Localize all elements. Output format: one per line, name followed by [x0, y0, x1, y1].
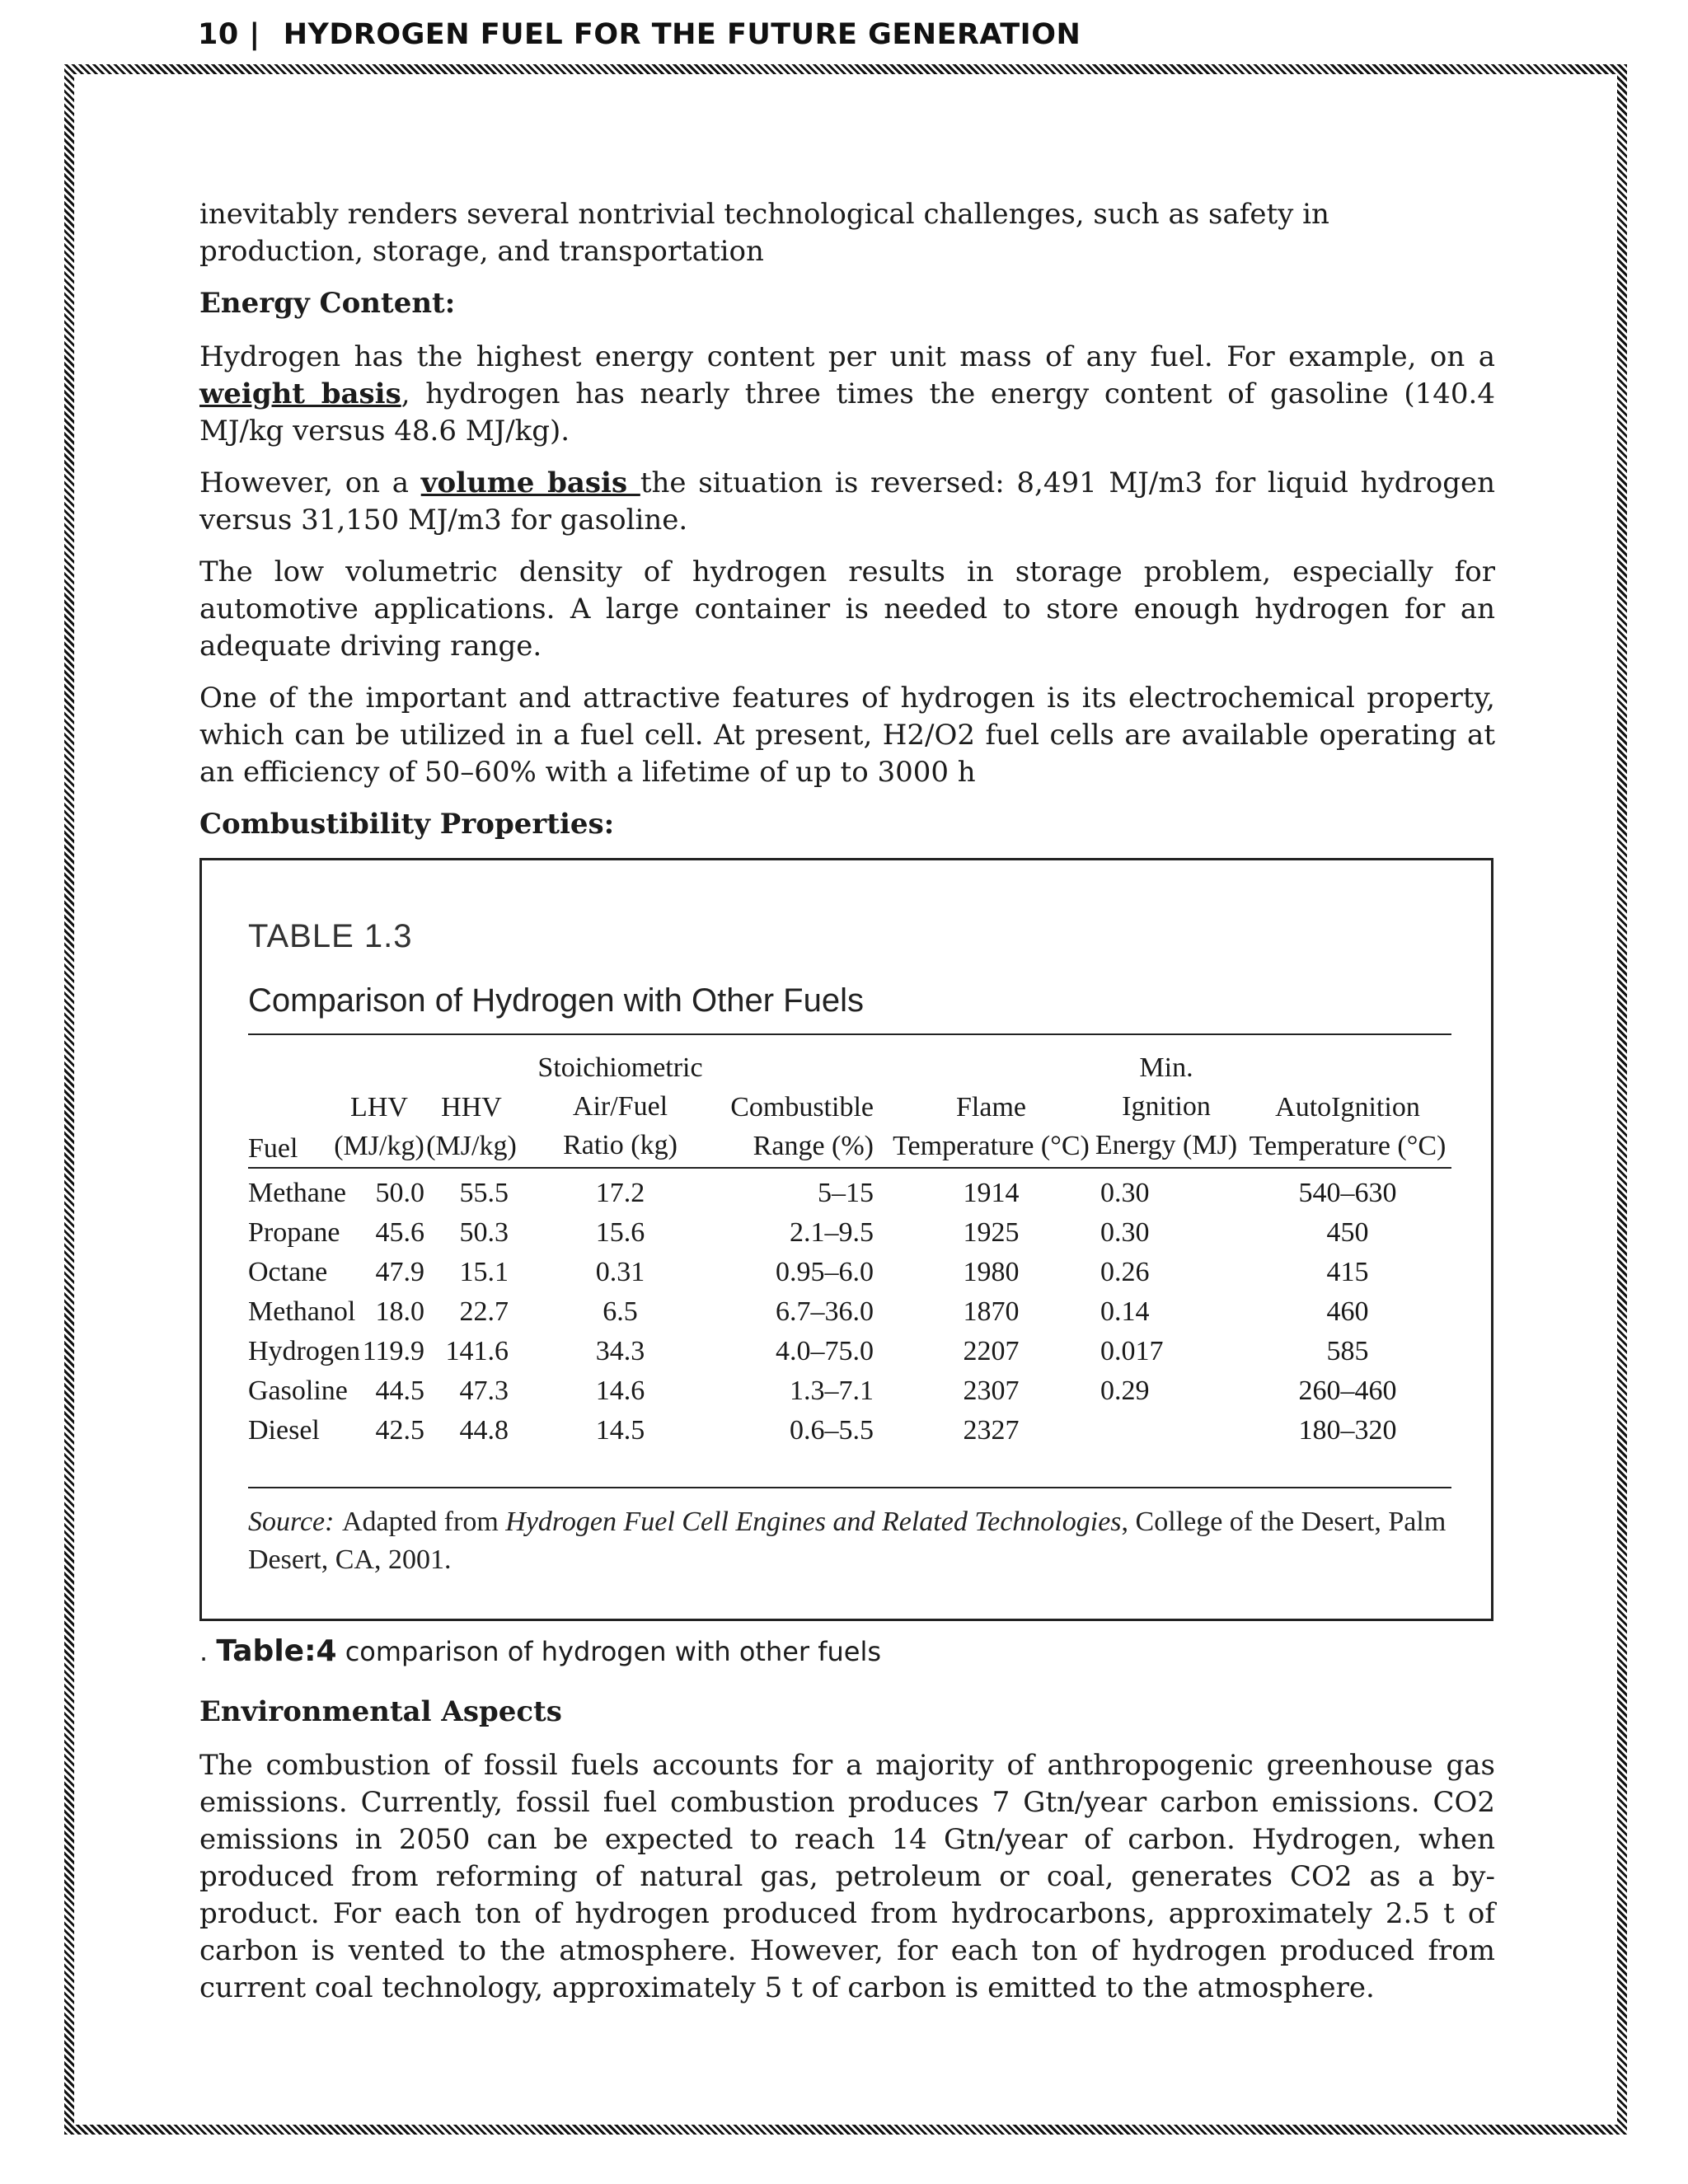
header-lhv: LHV (MJ/kg): [334, 1092, 424, 1161]
cell-autoignition: 540–630: [1298, 1178, 1397, 1208]
cell-range: 2.1–9.5: [790, 1217, 874, 1248]
cell-ignition: 0.017: [1100, 1336, 1164, 1366]
cell-hhv: 50.3: [459, 1217, 509, 1248]
cell-lhv: 47.9: [375, 1257, 424, 1287]
cell-hhv: 47.3: [459, 1376, 509, 1406]
header-min-ignition-energy: Min. Ignition Energy (MJ): [1095, 1052, 1238, 1160]
cell-lhv: 45.6: [375, 1217, 424, 1248]
book-title: HYDROGEN FUEL FOR THE FUTURE GENERATION: [283, 18, 1081, 51]
cell-range: 0.95–6.0: [776, 1257, 874, 1287]
energy-paragraph-2: However, on a volume basis the situation is reversed: 8,491 MJ/m3 for liquid hydrogen versus 31,150 MJ/m3 for gasoline.: [199, 466, 1496, 537]
cell-ignition: 0.26: [1100, 1257, 1150, 1287]
cell-stoich: 0.31: [595, 1257, 645, 1287]
energy-paragraph-4: One of the important and attractive features of hydrogen is its electrochemical property, which can be utilized in a fuel cell. At present, H2/O2 fuel cells are available operating at an efficiency of 50–60% with a lifetime of up to 3000 h: [199, 682, 1495, 789]
header-flame-temperature: Flame Temperature (°C): [893, 1092, 1090, 1161]
cell-fuel: Diesel: [248, 1415, 320, 1446]
page-content: [199, 196, 1495, 2022]
cell-fuel: Octane: [248, 1257, 328, 1287]
table-bottom-rule: [248, 1487, 1451, 1488]
cell-flame: 2327: [963, 1415, 1020, 1446]
cell-fuel: Hydrogen: [248, 1336, 360, 1366]
table-caption: . Table:4 comparison of hydrogen with other fuels: [199, 1634, 882, 1668]
header-stoichiometric: Stoichiometric Air/Fuel Ratio (kg): [537, 1052, 703, 1160]
cell-flame: 1914: [963, 1178, 1020, 1208]
volume-basis-link[interactable]: volume basis: [420, 466, 640, 499]
cell-stoich: 17.2: [595, 1178, 645, 1208]
energy-paragraph-1: Hydrogen has the highest energy content per unit mass of any fuel. For example, on a weight basis, hydrogen has nearly three times the energy content of gasoline (140.4 MJ/kg versus 48.6 MJ/kg).: [199, 340, 1495, 448]
fuel-comparison-table: [199, 858, 1493, 1621]
page-header: [198, 18, 1081, 61]
cell-autoignition: 415: [1326, 1257, 1369, 1287]
cell-hhv: 44.8: [459, 1415, 509, 1446]
cell-fuel: Methane: [248, 1178, 346, 1208]
source-label: Source:: [248, 1507, 335, 1537]
header-autoignition-temperature: AutoIgnition Temperature (°C): [1249, 1092, 1447, 1161]
combustibility-heading: Combustibility Properties:: [199, 808, 615, 841]
cell-stoich: 34.3: [595, 1336, 645, 1366]
table-top-rule: [248, 1033, 1451, 1035]
cell-range: 6.7–36.0: [776, 1296, 874, 1327]
page-number: 10 |: [198, 18, 260, 51]
header-hhv: HHV (MJ/kg): [426, 1092, 517, 1161]
cell-lhv: 44.5: [375, 1376, 424, 1406]
cell-hhv: 141.6: [445, 1336, 509, 1366]
cell-stoich: 14.5: [595, 1415, 645, 1446]
table-source: Source: Adapted from Hydrogen Fuel Cell Engines and Related Technologies, College of the Desert, Palm Desert, CA, 2001.: [248, 1503, 1451, 1579]
cell-range: 5–15: [818, 1178, 874, 1208]
cell-autoignition: 260–460: [1298, 1376, 1397, 1406]
cell-range: 1.3–7.1: [790, 1376, 874, 1406]
cell-hhv: 22.7: [459, 1296, 509, 1327]
cell-stoich: 6.5: [603, 1296, 638, 1327]
cell-fuel: Methanol: [248, 1296, 356, 1327]
energy-paragraph-3: The low volumetric density of hydrogen results in storage problem, especially for automotive applications. A large container is needed to store enough hydrogen for an adequate driving range.: [199, 555, 1495, 663]
cell-fuel: Propane: [248, 1217, 340, 1248]
table-label: TABLE 1.3: [248, 918, 413, 954]
cell-hhv: 55.5: [459, 1178, 509, 1208]
cell-fuel: Gasoline: [248, 1376, 348, 1406]
table-title: Comparison of Hydrogen with Other Fuels: [248, 982, 864, 1019]
intro-paragraph: inevitably renders several nontrivial technological challenges, such as safety in production, storage, and transportation: [199, 198, 1329, 268]
energy-content-heading: Energy Content:: [199, 287, 456, 320]
cell-stoich: 14.6: [595, 1376, 645, 1406]
cell-range: 0.6–5.5: [790, 1415, 874, 1446]
weight-basis-link[interactable]: weight basis: [199, 377, 401, 410]
cell-flame: 2307: [963, 1376, 1020, 1406]
cell-autoignition: 585: [1326, 1336, 1369, 1366]
cell-hhv: 15.1: [459, 1257, 509, 1287]
environmental-heading: Environmental Aspects: [199, 1695, 562, 1728]
cell-lhv: 42.5: [375, 1415, 424, 1446]
header-combustible-range: Combustible Range (%): [730, 1092, 874, 1161]
cell-flame: 2207: [963, 1336, 1020, 1366]
environmental-paragraph: The combustion of fossil fuels accounts for a majority of anthropogenic greenhouse gas emissions. Currently, fossil fuel combustion produces 7 Gtn/year carbon emissions. CO2 emissions in 2050 can be expected to reach 14 Gtn/year of carbon. Hydrogen, when produced from reforming of natural gas, petroleum or coal, generates CO2 as a by-product. For each ton of hydrogen produced from hydrocarbons, approximately 2.5 t of carbon is vented to the atmosphere. However, for each ton of hydrogen produced from current coal technology, approximately 5 t of carbon is emitted to the atmosphere.: [199, 1749, 1495, 2004]
cell-flame: 1980: [963, 1257, 1020, 1287]
cell-lhv: 50.0: [375, 1178, 424, 1208]
cell-ignition: 0.30: [1100, 1217, 1150, 1248]
cell-range: 4.0–75.0: [776, 1336, 874, 1366]
header-fuel: Fuel: [248, 1133, 298, 1164]
cell-autoignition: 180–320: [1298, 1415, 1397, 1446]
cell-autoignition: 460: [1326, 1296, 1369, 1327]
cell-lhv: 119.9: [362, 1336, 424, 1366]
cell-flame: 1870: [963, 1296, 1020, 1327]
cell-ignition: 0.29: [1100, 1376, 1150, 1406]
cell-autoignition: 450: [1326, 1217, 1369, 1248]
cell-ignition: 0.14: [1100, 1296, 1150, 1327]
cell-stoich: 15.6: [595, 1217, 645, 1248]
table-header-rule: [248, 1167, 1451, 1169]
cell-ignition: 0.30: [1100, 1178, 1150, 1208]
cell-lhv: 18.0: [375, 1296, 424, 1327]
cell-flame: 1925: [963, 1217, 1020, 1248]
